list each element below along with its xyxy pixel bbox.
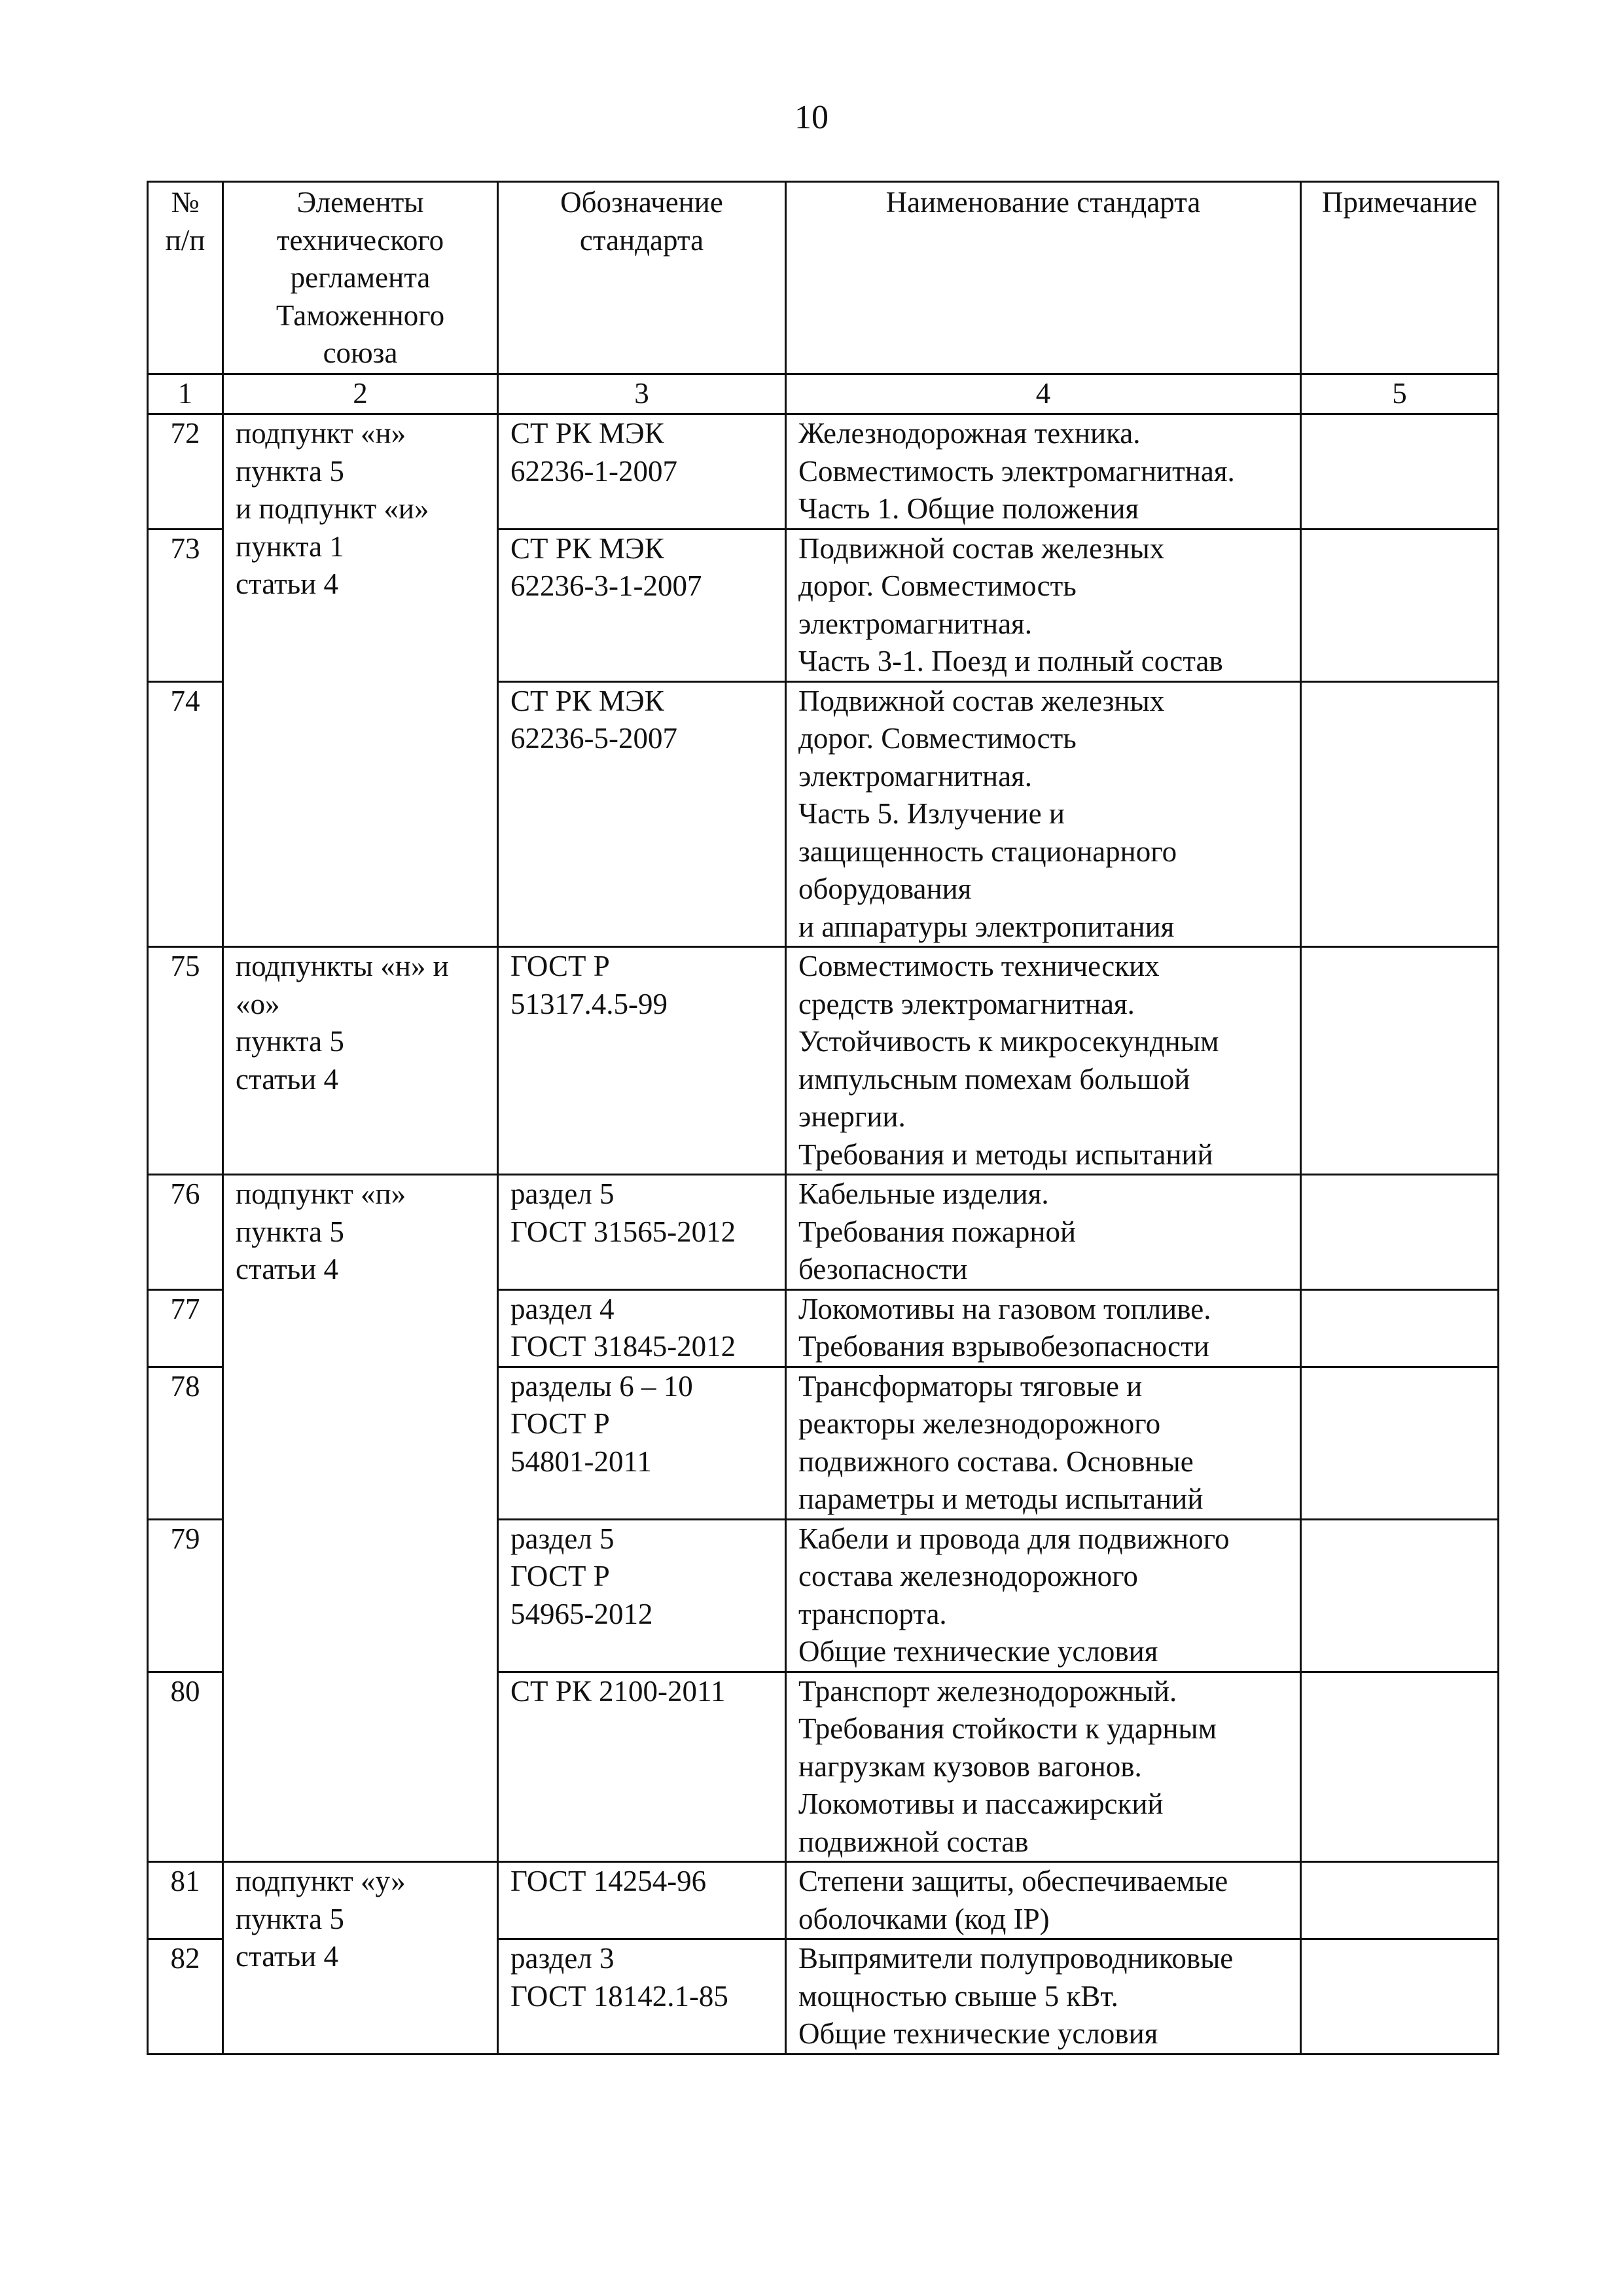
row-number: 73	[148, 529, 223, 681]
row-number: 75	[148, 947, 223, 1175]
row-elements: подпункт «п» пункта 5 статьи 4	[223, 1175, 498, 1862]
header-standard-name: Наименование стандарта	[786, 182, 1301, 374]
table-row	[148, 1862, 1499, 1939]
row-name: Кабели и провода для подвижного состава железнодорожного транспорта. Общие технические условия	[786, 1519, 1301, 1672]
row-number: 77	[148, 1289, 223, 1367]
row-number: 81	[148, 1862, 223, 1939]
row-elements: подпункт «у» пункта 5 статьи 4	[223, 1862, 498, 2054]
row-code: СТ РК 2100-2011	[498, 1672, 786, 1862]
row-note	[1301, 529, 1499, 681]
row-note	[1301, 1862, 1499, 1939]
row-code: СТ РК МЭК 62236-3-1-2007	[498, 529, 786, 681]
row-number: 72	[148, 414, 223, 529]
column-number: 2	[223, 374, 498, 414]
row-code: разделы 6 – 10 ГОСТ Р 54801-2011	[498, 1367, 786, 1519]
row-note	[1301, 1175, 1499, 1290]
row-note	[1301, 947, 1499, 1175]
row-number: 76	[148, 1175, 223, 1290]
row-name: Подвижной состав железных дорог. Совместимость электромагнитная. Часть 3-1. Поезд и полный состав	[786, 529, 1301, 681]
row-code: ГОСТ 14254-96	[498, 1862, 786, 1939]
header-designation: Обозначение стандарта	[498, 182, 786, 374]
row-note	[1301, 414, 1499, 529]
row-name: Трансформаторы тяговые и реакторы железнодорожного подвижного состава. Основные параметры и методы испытаний	[786, 1367, 1301, 1519]
table-row	[148, 1175, 1499, 1290]
row-code: раздел 4 ГОСТ 31845-2012	[498, 1289, 786, 1367]
table-header-row	[148, 182, 1499, 374]
header-number: № п/п	[148, 182, 223, 374]
row-name: Выпрямители полупроводниковые мощностью свыше 5 кВт. Общие технические условия	[786, 1939, 1301, 2054]
row-code: раздел 5 ГОСТ Р 54965-2012	[498, 1519, 786, 1672]
table-row	[148, 414, 1499, 529]
column-number: 1	[148, 374, 223, 414]
row-note	[1301, 1939, 1499, 2054]
table-row	[148, 947, 1499, 1175]
row-name: Локомотивы на газовом топливе. Требования взрывобезопасности	[786, 1289, 1301, 1367]
row-code: ГОСТ Р 51317.4.5-99	[498, 947, 786, 1175]
row-number: 78	[148, 1367, 223, 1519]
row-number: 74	[148, 681, 223, 947]
row-code: раздел 5 ГОСТ 31565-2012	[498, 1175, 786, 1290]
column-number: 5	[1301, 374, 1499, 414]
row-name: Кабельные изделия. Требования пожарной безопасности	[786, 1175, 1301, 1290]
page-number: 10	[794, 99, 829, 136]
column-number: 3	[498, 374, 786, 414]
row-elements: подпункт «н» пункта 5 и подпункт «и» пункта 1 статьи 4	[223, 414, 498, 947]
row-number: 82	[148, 1939, 223, 2054]
column-number: 4	[786, 374, 1301, 414]
row-number: 80	[148, 1672, 223, 1862]
row-note	[1301, 1289, 1499, 1367]
row-note	[1301, 1367, 1499, 1519]
row-code: раздел 3 ГОСТ 18142.1-85	[498, 1939, 786, 2054]
row-note	[1301, 1519, 1499, 1672]
row-code: СТ РК МЭК 62236-1-2007	[498, 414, 786, 529]
row-name: Степени защиты, обеспечиваемые оболочками (код IP)	[786, 1862, 1301, 1939]
header-note: Примечание	[1301, 182, 1499, 374]
row-name: Совместимость технических средств электромагнитная. Устойчивость к микросекундным импульсным помехам большой энергии. Требования и методы испытаний	[786, 947, 1301, 1175]
row-name: Подвижной состав железных дорог. Совместимость электромагнитная. Часть 5. Излучение и защищенность стационарного оборудования и аппаратуры электропитания	[786, 681, 1301, 947]
standards-table	[147, 181, 1499, 2055]
row-code: СТ РК МЭК 62236-5-2007	[498, 681, 786, 947]
row-name: Транспорт железнодорожный. Требования стойкости к ударным нагрузкам кузовов вагонов. Локомотивы и пассажирский подвижной состав	[786, 1672, 1301, 1862]
row-number: 79	[148, 1519, 223, 1672]
column-number-row	[148, 374, 1499, 414]
row-elements: подпункты «н» и «о» пункта 5 статьи 4	[223, 947, 498, 1175]
row-note	[1301, 681, 1499, 947]
row-note	[1301, 1672, 1499, 1862]
header-elements: Элементы технического регламента Таможенного союза	[223, 182, 498, 374]
row-name: Железнодорожная техника. Совместимость электромагнитная. Часть 1. Общие положения	[786, 414, 1301, 529]
